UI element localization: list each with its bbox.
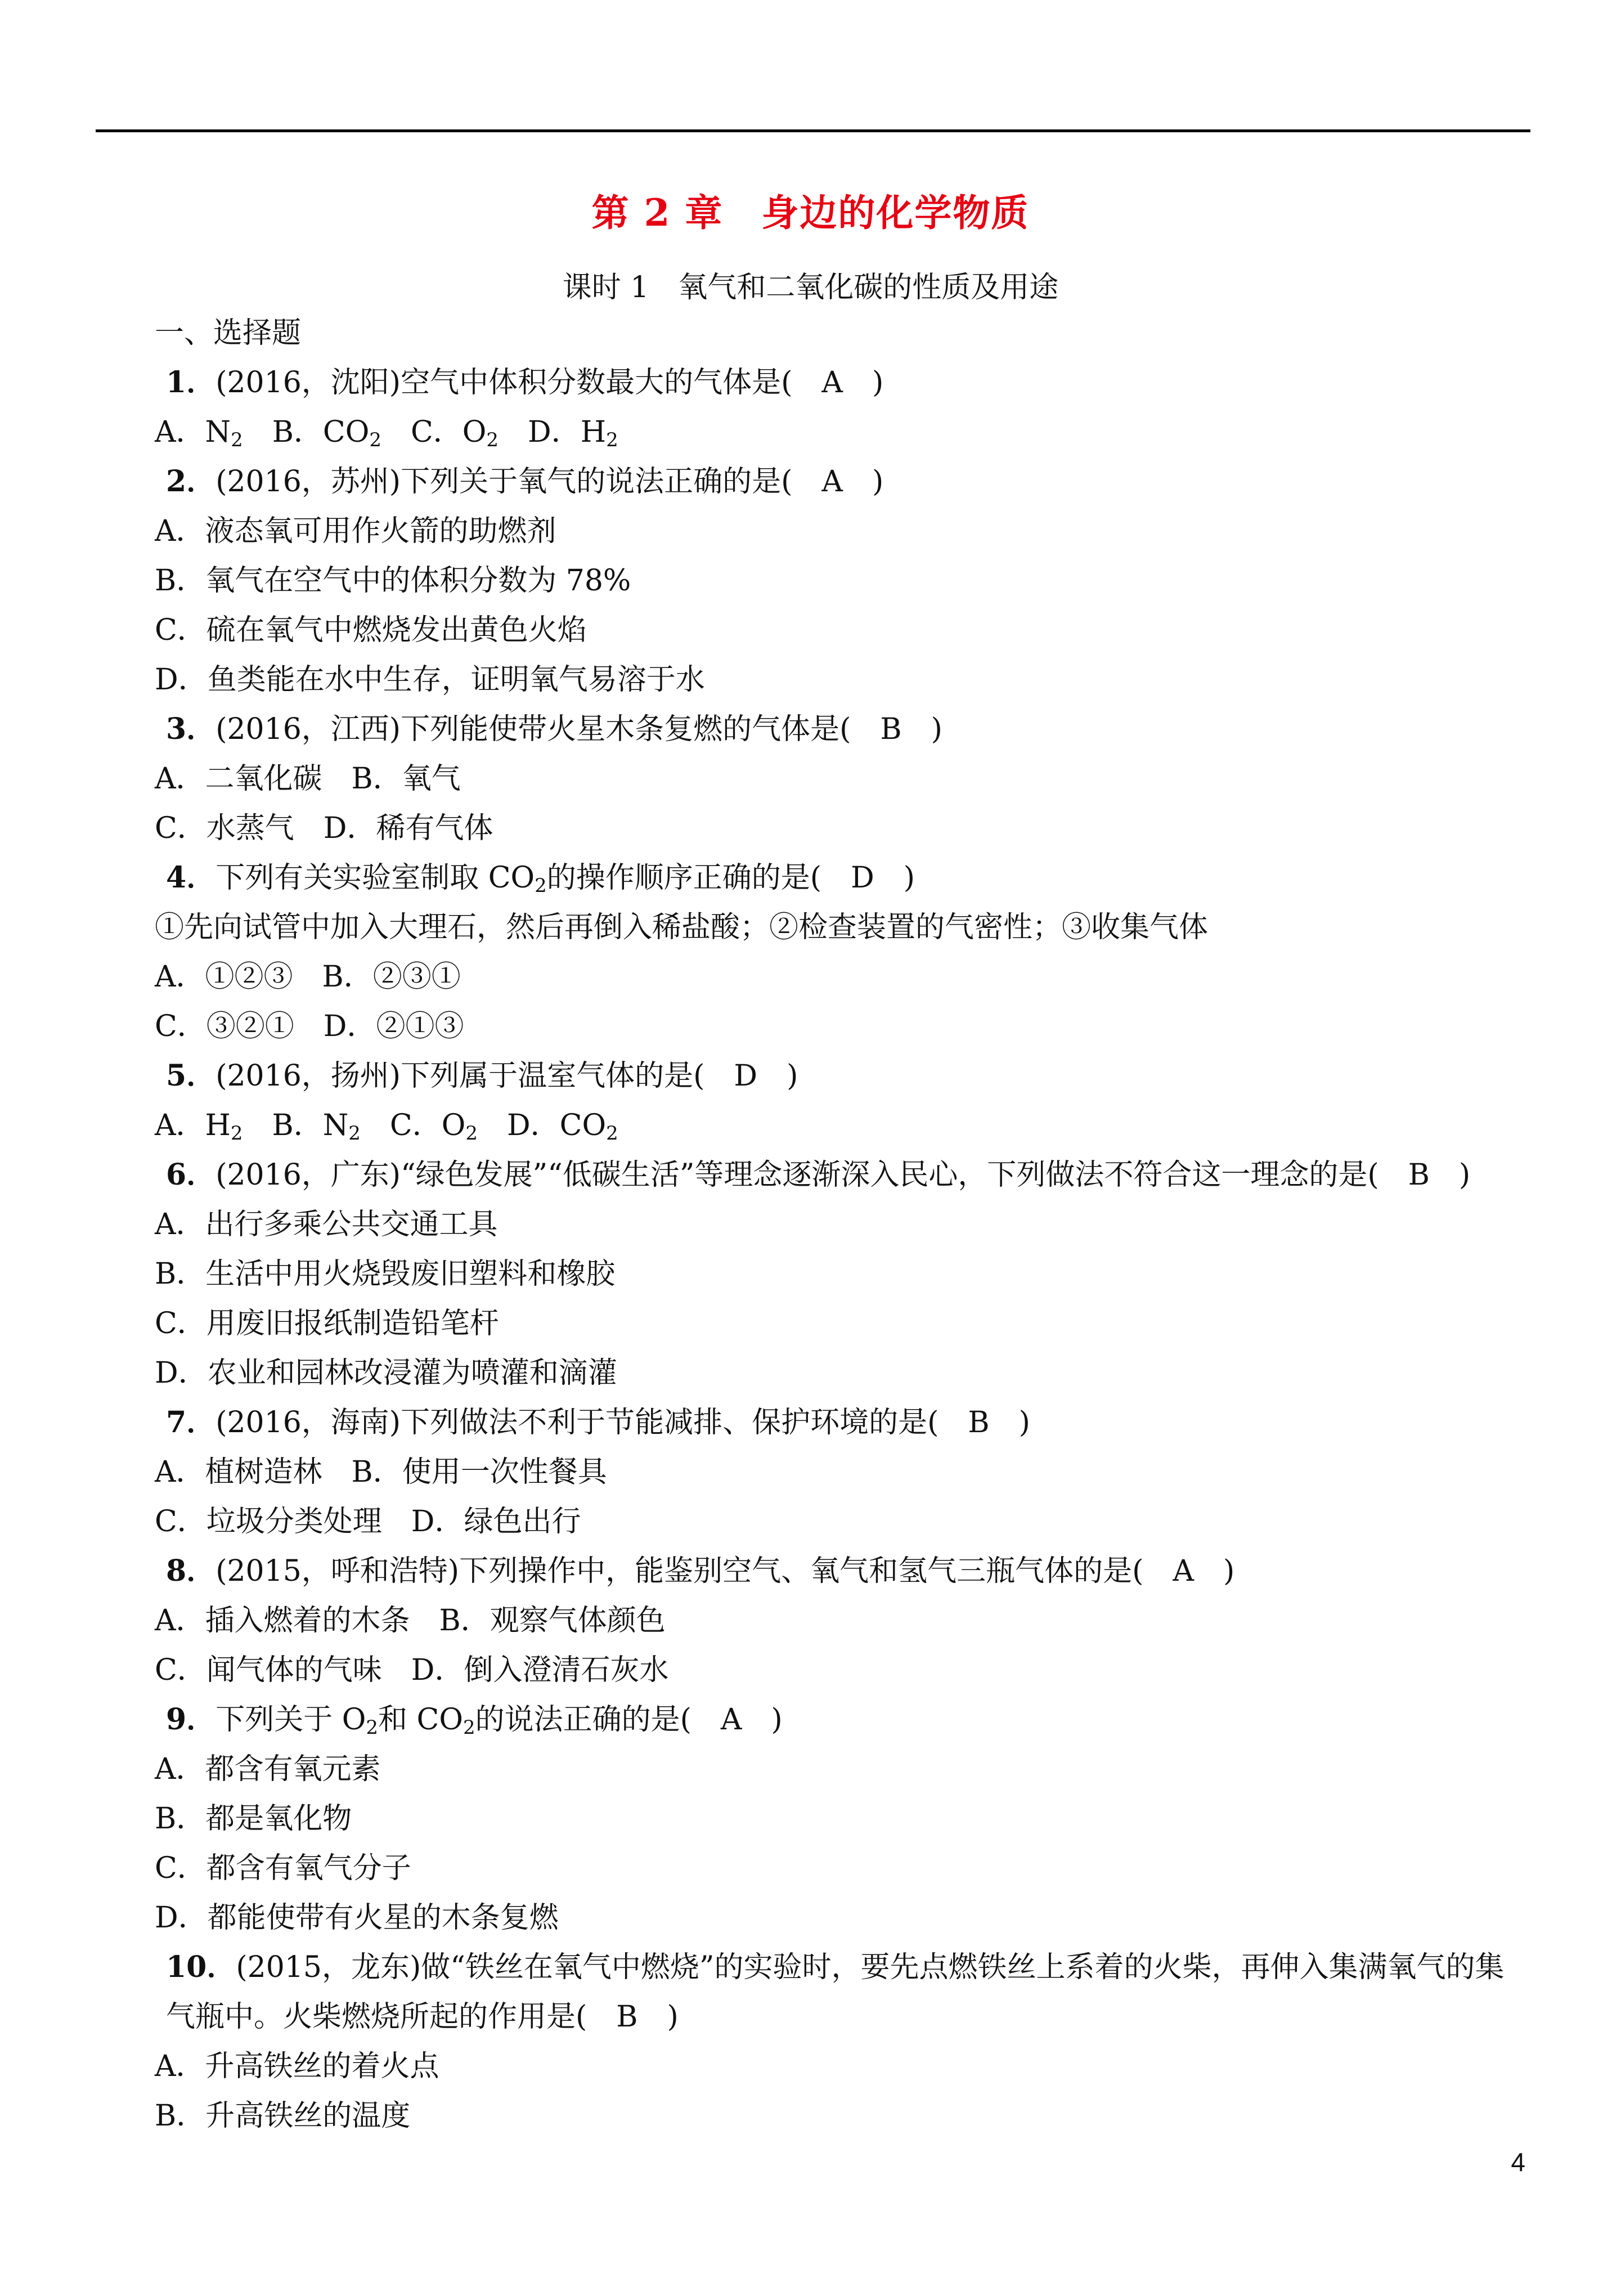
question-7 <box>155 1398 1533 1447</box>
question-stem: 的说法正确的是( A ) <box>475 1703 783 1737</box>
option-line: D．都能使带有火星的木条复燃 <box>155 1901 559 1935</box>
option-line: A．都含有氧元素 <box>155 1752 381 1786</box>
option-line: A．液态氧可用作火箭的助燃剂 <box>155 514 556 548</box>
option-line: A．二氧化碳 B．氧气 <box>155 762 461 796</box>
option-a: A．H <box>155 1109 231 1142</box>
question-number: 4． <box>166 860 216 895</box>
lesson-title: 课时 1 氧气和二氧化碳的性质及用途 <box>562 271 1059 304</box>
option-line: C．③②① D．②①③ <box>155 1010 464 1043</box>
question-number: 3． <box>166 712 216 746</box>
question-stem: 的操作顺序正确的是( D ) <box>546 861 915 895</box>
question-5-options <box>155 1101 1533 1150</box>
subscript: 2 <box>369 429 381 451</box>
question-number: 5． <box>166 1059 216 1093</box>
option-line: C．用废旧报纸制造铅笔杆 <box>155 1307 499 1340</box>
subscript: 2 <box>535 875 547 897</box>
question-2 <box>155 457 1533 506</box>
question-stem: (2016，扬州)下列属于温室气体的是( D ) <box>215 1059 798 1093</box>
option-line: C．闻气体的气味 D．倒入澄清石灰水 <box>155 1653 669 1687</box>
question-list <box>155 308 1533 2141</box>
question-stem: 下列关于 O <box>215 1703 366 1737</box>
question-stem: (2016，江西)下列能使带火星木条复燃的气体是( B ) <box>215 712 942 746</box>
subscript: 2 <box>606 1122 618 1145</box>
option-line: B．升高铁丝的温度 <box>155 2099 411 2133</box>
subscript: 2 <box>230 1122 243 1145</box>
question-6 <box>155 1150 1533 1200</box>
question-stem: (2015，龙东)做“铁丝在氧气中燃烧”的实验时，要先点燃铁丝上系着的火柴，再伸入集满氧气的集气瓶中。火柴燃烧所起的作用是( B ) <box>166 1950 1505 2034</box>
option-line: C．都含有氧气分子 <box>155 1851 411 1885</box>
option-b: B．CO <box>243 415 370 449</box>
option-c: C．O <box>360 1109 466 1142</box>
subscript: 2 <box>486 429 499 451</box>
option-c: C．O <box>381 415 487 449</box>
question-number: 9． <box>166 1702 216 1737</box>
question-number: 10． <box>166 1950 236 1984</box>
question-number: 6． <box>166 1158 216 1192</box>
option-line: D．农业和园林改浸灌为喷灌和滴灌 <box>155 1356 617 1390</box>
option-d: D．H <box>499 415 607 449</box>
question-9 <box>155 1695 1533 1745</box>
question-number: 2． <box>166 464 216 499</box>
question-1-options <box>155 407 1533 457</box>
header-rule <box>96 129 1530 132</box>
question-1 <box>155 358 1533 407</box>
option-line: A．出行多乘公共交通工具 <box>155 1208 498 1241</box>
subscript: 2 <box>366 1716 378 1739</box>
question-5 <box>155 1051 1533 1101</box>
question-stem: (2015，呼和浩特)下列操作中，能鉴别空气、氧气和氢气三瓶气体的是( A ) <box>215 1554 1235 1588</box>
subscript: 2 <box>348 1122 361 1145</box>
option-line: B．氧气在空气中的体积分数为 78% <box>155 564 631 598</box>
question-stem: (2016，沈阳)空气中体积分数最大的气体是( A ) <box>215 366 884 400</box>
question-number: 7． <box>166 1405 216 1440</box>
option-d: D．CO <box>477 1109 607 1142</box>
question-stem: 下列有关实验室制取 CO <box>215 861 535 895</box>
option-line: B．都是氧化物 <box>155 1802 352 1836</box>
option-line: A．①②③ B．②③① <box>155 960 461 994</box>
option-line: ①先向试管中加入大理石，然后再倒入稀盐酸；②检查装置的气密性；③收集气体 <box>155 911 1209 944</box>
option-b: B．N <box>243 1109 349 1142</box>
question-4 <box>155 853 1533 903</box>
option-line: B．生活中用火烧毁废旧塑料和橡胶 <box>155 1257 616 1291</box>
subscript: 2 <box>465 1122 478 1145</box>
question-8 <box>155 1546 1533 1596</box>
question-stem: (2016，海南)下列做法不利于节能减排、保护环境的是( B ) <box>215 1406 1030 1440</box>
question-stem: (2016，苏州)下列关于氧气的说法正确的是( A ) <box>215 465 884 499</box>
option-line: D．鱼类能在水中生存，证明氧气易溶于水 <box>155 663 705 697</box>
question-number: 1． <box>166 365 216 400</box>
question-number: 8． <box>166 1554 216 1588</box>
section-label: 一、选择题 <box>155 316 302 350</box>
subscript: 2 <box>231 429 243 451</box>
chapter-title: 第 2 章 身边的化学物质 <box>591 191 1030 235</box>
option-line: C．垃圾分类处理 D．绿色出行 <box>155 1505 581 1539</box>
option-line: A．插入燃着的木条 B．观察气体颜色 <box>155 1604 666 1638</box>
page-number: 4 <box>1511 2147 1525 2177</box>
subscript: 2 <box>462 1716 475 1739</box>
question-10 <box>155 1943 1533 2042</box>
subscript: 2 <box>606 429 618 451</box>
option-line: A．植树造林 B．使用一次性餐具 <box>155 1455 607 1489</box>
question-stem: 和 CO <box>378 1703 463 1737</box>
option-line: A．升高铁丝的着火点 <box>155 2050 439 2083</box>
option-line: C．硫在氧气中燃烧发出黄色火焰 <box>155 613 587 647</box>
option-line: C．水蒸气 D．稀有气体 <box>155 811 493 845</box>
option-a: A．N <box>155 415 231 449</box>
question-stem: (2016，广东)“绿色发展”“低碳生活”等理念逐渐深入民心，下列做法不符合这一理念的是( B ) <box>215 1158 1471 1192</box>
question-3 <box>155 705 1533 754</box>
